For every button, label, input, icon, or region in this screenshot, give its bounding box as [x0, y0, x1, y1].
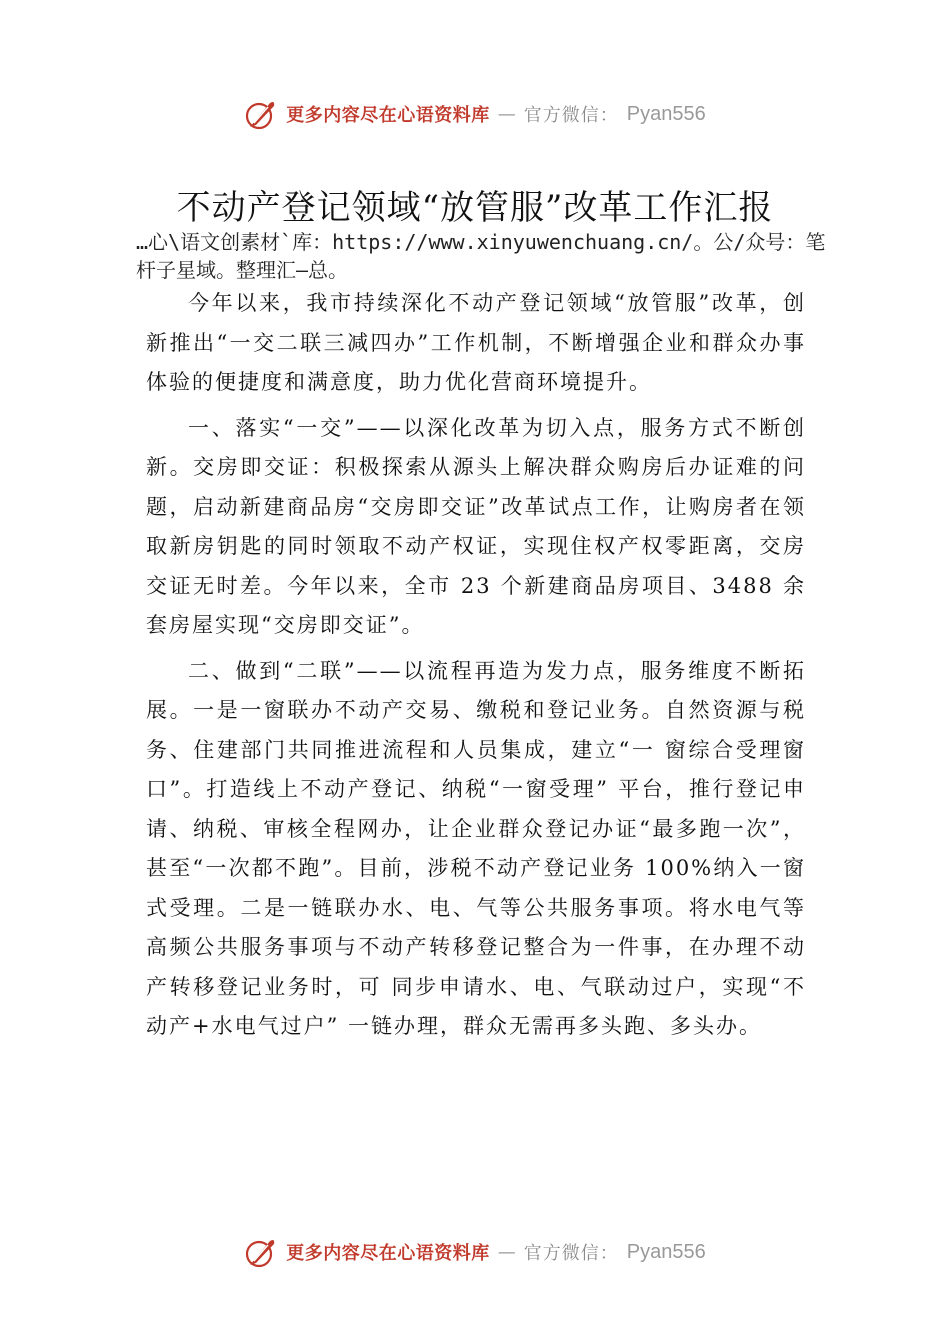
banner-wechat-id: Pyan556: [626, 1240, 706, 1263]
banner-wechat-id: Pyan556: [626, 102, 706, 125]
banner-promo-text: 更多内容尽在心语资料库: [286, 105, 490, 126]
paragraph-intro: 今年以来，我市持续深化不动产登记领域“放管服”改革，创新推出“一交二联三减四办”工作机制，不断增强企业和群众办事体验的便捷度和满意度，助力优化营商环境提升。: [146, 291, 806, 394]
banner-promo-text: 更多内容尽在心语资料库: [286, 1243, 490, 1264]
paragraph-section-one: 一、落实“一交”——以深化改革为切入点，服务方式不断创新。交房即交证：积极探索从源头上解决群众购房后办证难的问题，启动新建商品房“交房即交证”改革试点工作，让购房者在领取新房钥匙的同时领取不动产权证，实现住权产权零距离，交房交证无时差。今年以来，全市 23 个新建商品房项目、3488 余套房屋实现“交房即交证”。: [146, 415, 806, 637]
document-body: [146, 284, 806, 1053]
quill-pen-logo-icon: [244, 97, 278, 131]
paragraph-section-two: 二、做到“二联”——以流程再造为发力点，服务维度不断拓展。一是一窗联办不动产交易、缴税和登记业务。自然资源与税务、住建部门共同推进流程和人员集成，建立“一 窗综合受理窗口”。打造线上不动产登记、纳税“一窗受理” 平台，推行登记申请、纳税、审核全程网办，让企业群众登记办证“最多跑一次”，甚至“一次都不跑”。目前，涉税不动产登记业务 100%纳入一窗式受理。二是一链联办水、电、气等公共服务事项。将水电气等高频公共服务事项与不动产转移登记整合为一件事，在办理不动产转移登记业务时，可 同步申请水、电、气联动过户，实现“不动产+水电气过户” 一链办理，群众无需再多头跑、多头办。: [146, 658, 806, 1038]
document-title: 不动产登记领域“放管服”改革工作汇报: [176, 188, 774, 228]
quill-pen-logo-icon: [244, 1235, 278, 1269]
header-banner[interactable]: [0, 94, 950, 134]
source-note: …心\语文创素材`库：https://www.xinyuwenchuang.cn/。公/众号：笔杆子星域。整理汇—总。: [136, 230, 826, 282]
banner-dash: —: [497, 103, 516, 125]
banner-dash: —: [497, 1241, 516, 1263]
banner-wechat-label: 官方微信：: [523, 1243, 619, 1264]
footer-banner[interactable]: [0, 1232, 950, 1272]
banner-wechat-label: 官方微信：: [523, 105, 619, 126]
